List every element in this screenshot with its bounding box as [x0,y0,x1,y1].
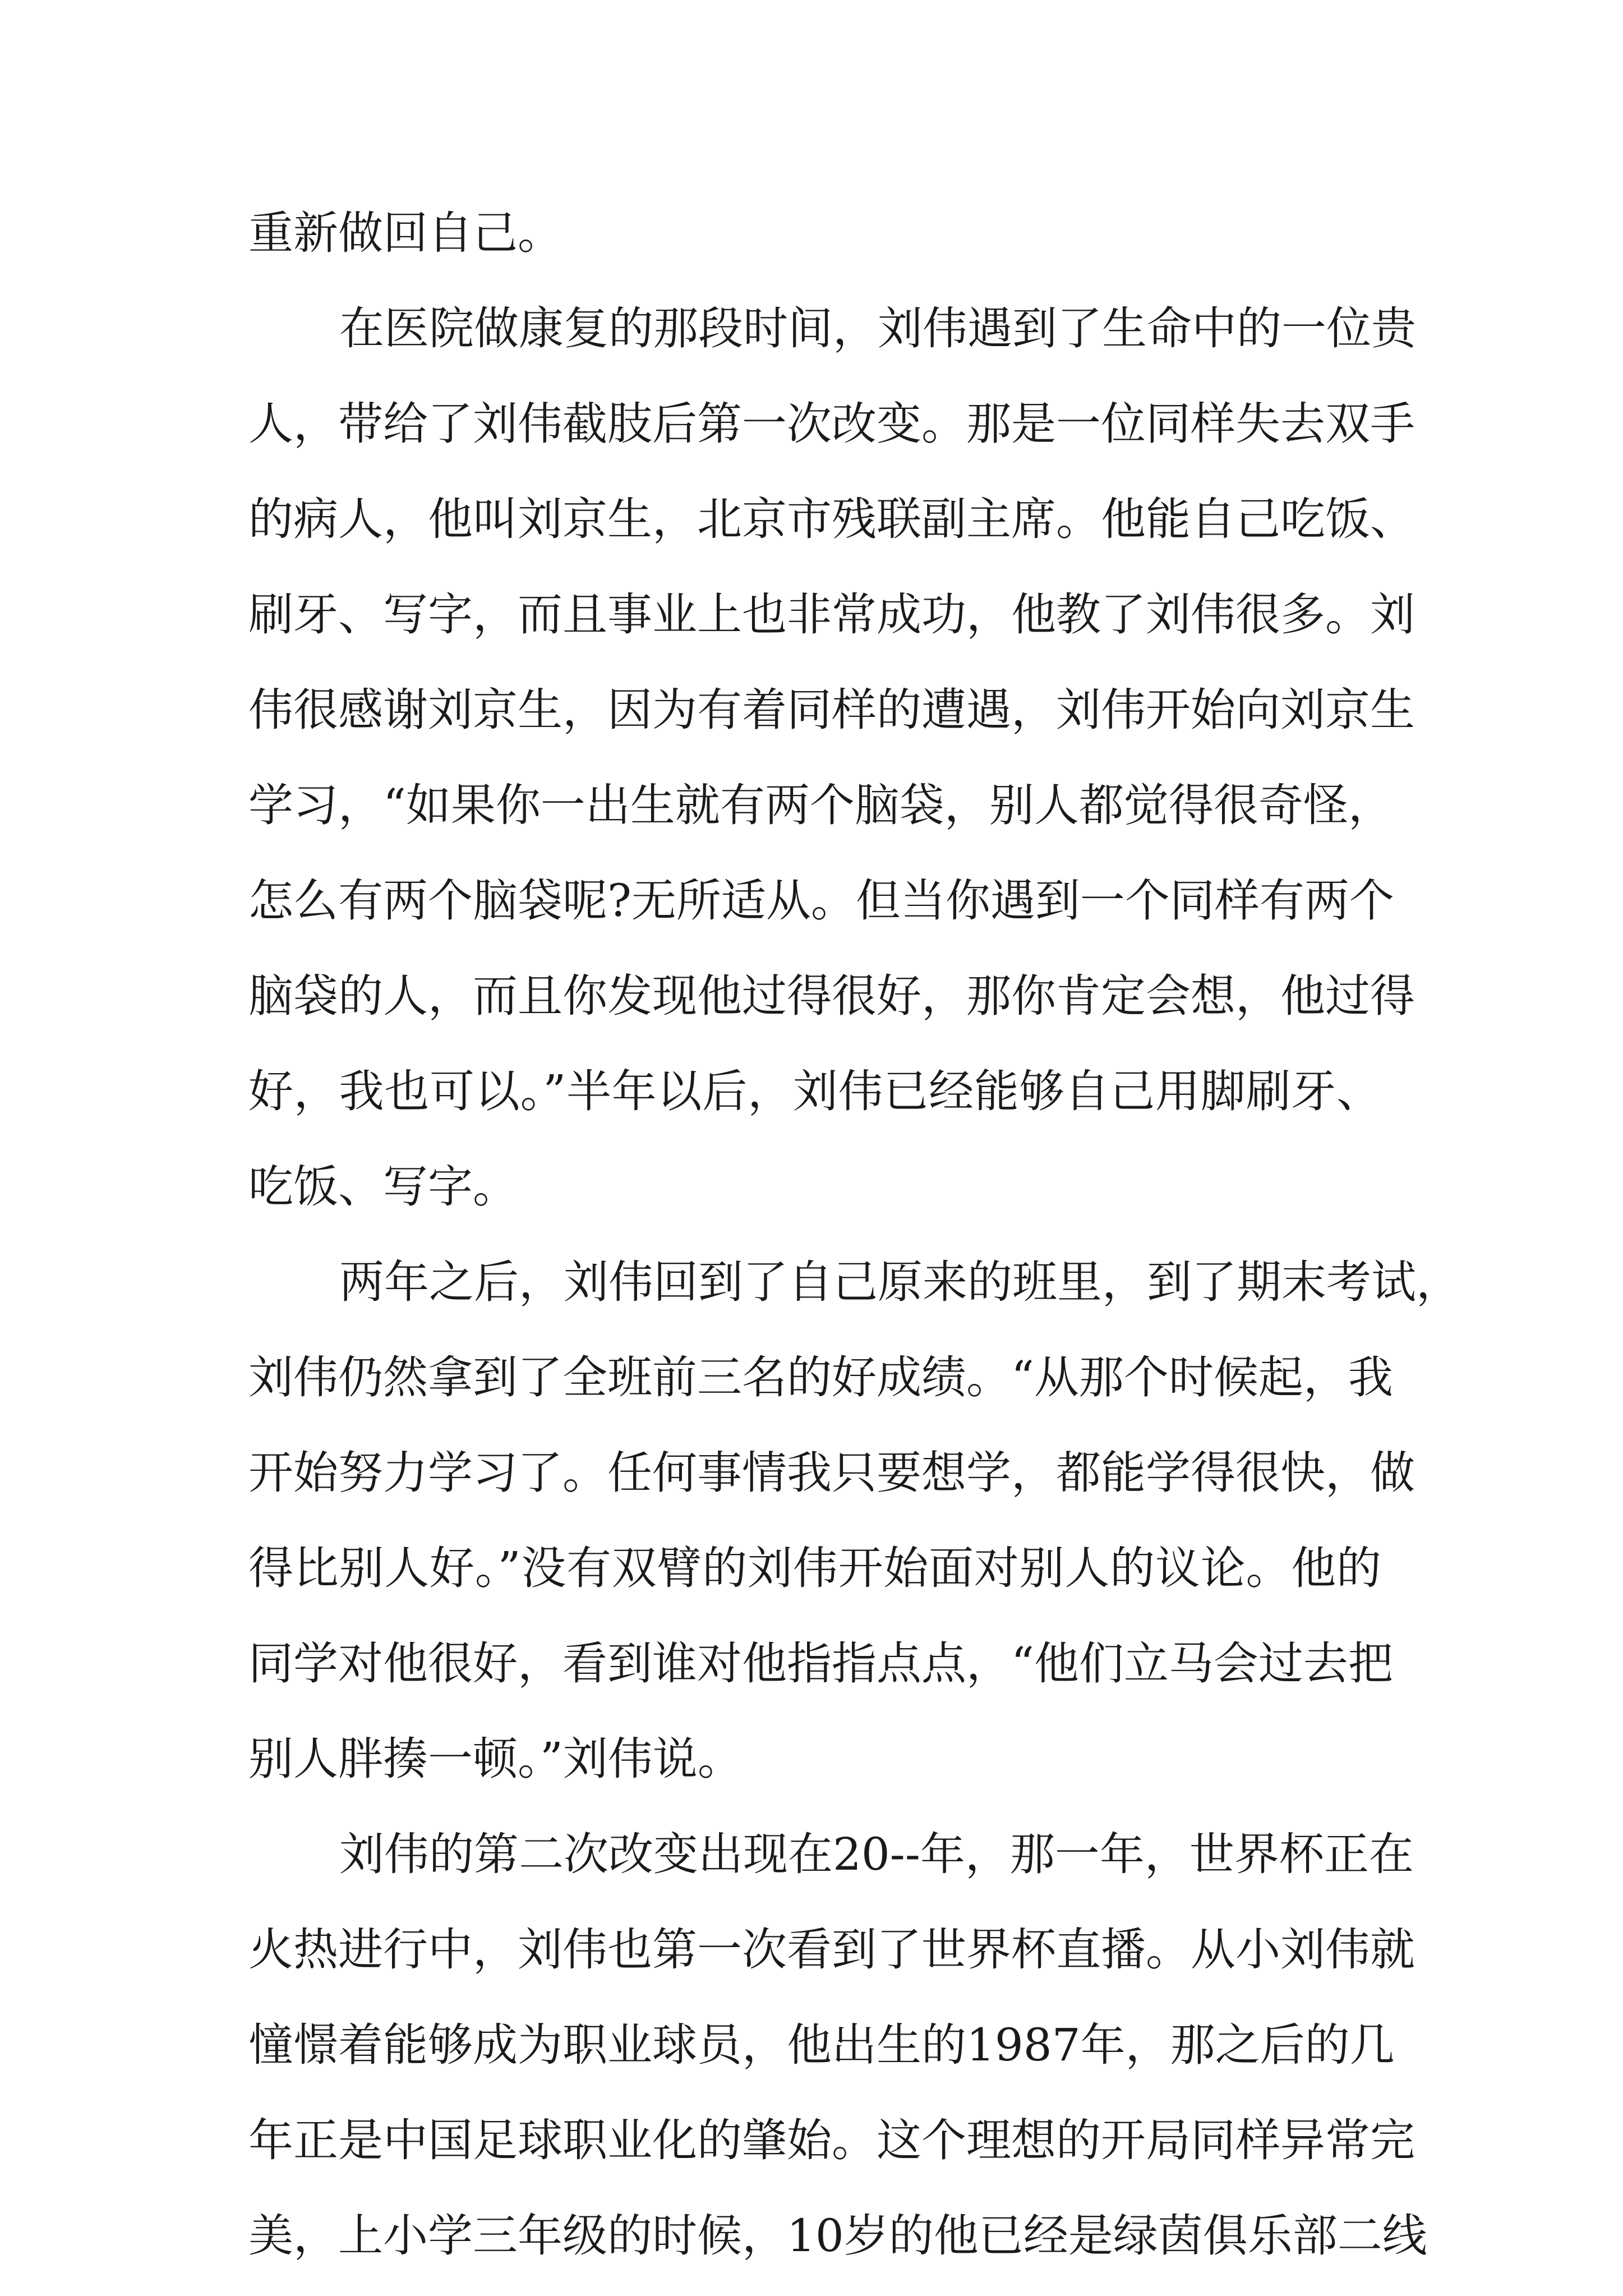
text-line-12: 两年之后，刘伟回到了自己原来的班里，到了期末考试， [339,1256,1461,1308]
text-line-3: 人，带给了刘伟截肢后第一次改变。那是一位同样失去双手 [248,398,1415,450]
text-line-6: 伟很感谢刘京生，因为有着同样的遭遇，刘伟开始向刘京生 [248,684,1415,736]
text-line-20: 憧憬着能够成为职业球员，他出生的1987年，那之后的几 [248,2019,1395,2071]
text-line-2: 在医院做康复的那段时间，刘伟遇到了生命中的一位贵 [339,302,1416,355]
text-line-19: 火热进行中，刘伟也第一次看到了世界杯直播。从小刘伟就 [248,1924,1415,1976]
text-line-14: 开始努力学习了。任何事情我只要想学，都能学得很快，做 [248,1447,1415,1499]
text-line-17: 别人胖揍一顿。”刘伟说。 [248,1733,743,1785]
text-line-4: 的病人，他叫刘京生，北京市残联副主席。他能自己吃饭、 [248,493,1415,545]
text-line-22: 美，上小学三年级的时候，10岁的他已经是绿茵俱乐部二线 [248,2210,1427,2262]
text-line-5: 刷牙、写字，而且事业上也非常成功，他教了刘伟很多。刘 [248,588,1415,641]
text-line-13: 刘伟仍然拿到了全班前三名的好成绩。“从那个时候起，我 [248,1351,1393,1404]
text-line-9: 脑袋的人，而且你发现他过得很好，那你肯定会想，他过得 [248,970,1415,1022]
text-line-10: 好，我也可以。”半年以后，刘伟已经能够自己用脚刷牙、 [248,1065,1381,1117]
text-line-8: 怎么有两个脑袋呢?无所适从。但当你遇到一个同样有两个 [248,875,1394,927]
text-line-15: 得比别人好。”没有双臂的刘伟开始面对别人的议论。他的 [248,1542,1381,1594]
text-line-16: 同学对他很好，看到谁对他指指点点，“他们立马会过去把 [248,1637,1393,1690]
text-line-7: 学习，“如果你一出生就有两个脑袋，别人都觉得很奇怪， [248,779,1393,831]
text-line-21: 年正是中国足球职业化的肇始。这个理想的开局同样异常完 [248,2114,1415,2166]
text-line-1: 重新做回自己。 [248,207,562,259]
text-line-18: 刘伟的第二次改变出现在20--年，那一年，世界杯正在 [339,1828,1414,1880]
text-line-11: 吃饭、写字。 [248,1161,518,1213]
